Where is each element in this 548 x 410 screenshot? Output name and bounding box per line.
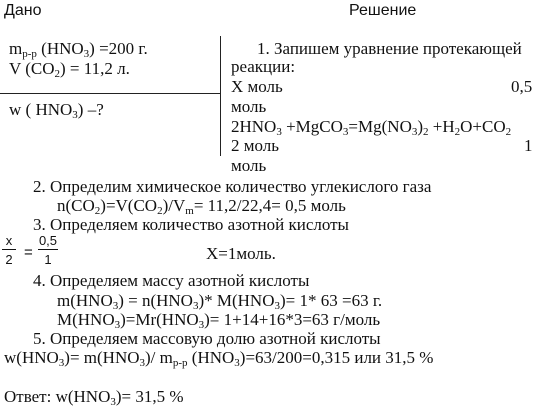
step5-title: 5. Определяем массовую долю азотной кислоты — [33, 329, 381, 348]
vertical-divider — [220, 36, 221, 156]
half-mol-value: 0,5 — [511, 77, 533, 96]
step1-title: 1. Запишем уравнение протекающей — [257, 39, 522, 58]
step4-title: 4. Определяем массу азотной кислоты — [33, 271, 310, 290]
step4-mass-formula: $m(HNO_3) = n(HNO_3)*$ $M(HNO_3)= 1*$ 63 =63 г. — [57, 291, 383, 312]
step2-title: 2. Определим химическое количество углекислого газа — [33, 177, 432, 196]
given-mass-line: $m_{р-р}$ $(HNO_3) =200$ г. — [9, 39, 148, 60]
step3-title: 3. Определяем количество азотной кислоты — [33, 215, 349, 234]
step4-molar-mass: $M(HNO_3)=Mr(HNO_3)= 1+14+16*3=63$ г/моль — [57, 310, 381, 331]
mol-label-2: моль — [231, 156, 267, 175]
given-volume-line: V $(CO_2) = 11,2$ л. — [9, 59, 130, 80]
fraction-denominator: 1 — [44, 252, 52, 267]
fraction-half-over-1 — [38, 234, 58, 266]
x-result: Х=1моль. — [206, 244, 276, 263]
step2-formula: $n(CO_2)=V(CO_2)/V_m= 11,2/22,4= 0,5$ моль — [57, 196, 346, 217]
fraction-denominator: 2 — [5, 252, 13, 267]
step1-title-cont: реакции: — [231, 57, 296, 76]
solution-header: Решение — [349, 2, 417, 19]
fraction-x-over-2 — [2, 234, 16, 266]
fraction-equals: = — [24, 244, 33, 261]
one-value: 1 — [524, 136, 533, 155]
fraction-numerator: x — [5, 233, 13, 248]
horizontal-divider — [0, 93, 221, 94]
fraction-numerator: 0,5 — [38, 233, 58, 248]
given-header: Дано — [4, 2, 42, 19]
reaction-equation: $2HNO_3$ $+MgCO_3=Mg(NO_3)_2 +H_2O+CO_2$ — [231, 117, 512, 138]
answer-line: Ответ: $w(HNO_3)= 31,5$ % — [4, 387, 184, 408]
x-mol-label: Х моль — [231, 77, 283, 96]
mol-label: моль — [231, 97, 267, 116]
step5-formula: $w(HNO_3)= m(HNO_3)/$ $m_{р-р}$ $(HNO_3)=63/200=0,315$ или 31,5 % — [4, 348, 434, 369]
find-line: w ( $HNO_3$) –? — [9, 100, 104, 121]
two-mol-label: 2 моль — [231, 136, 280, 155]
